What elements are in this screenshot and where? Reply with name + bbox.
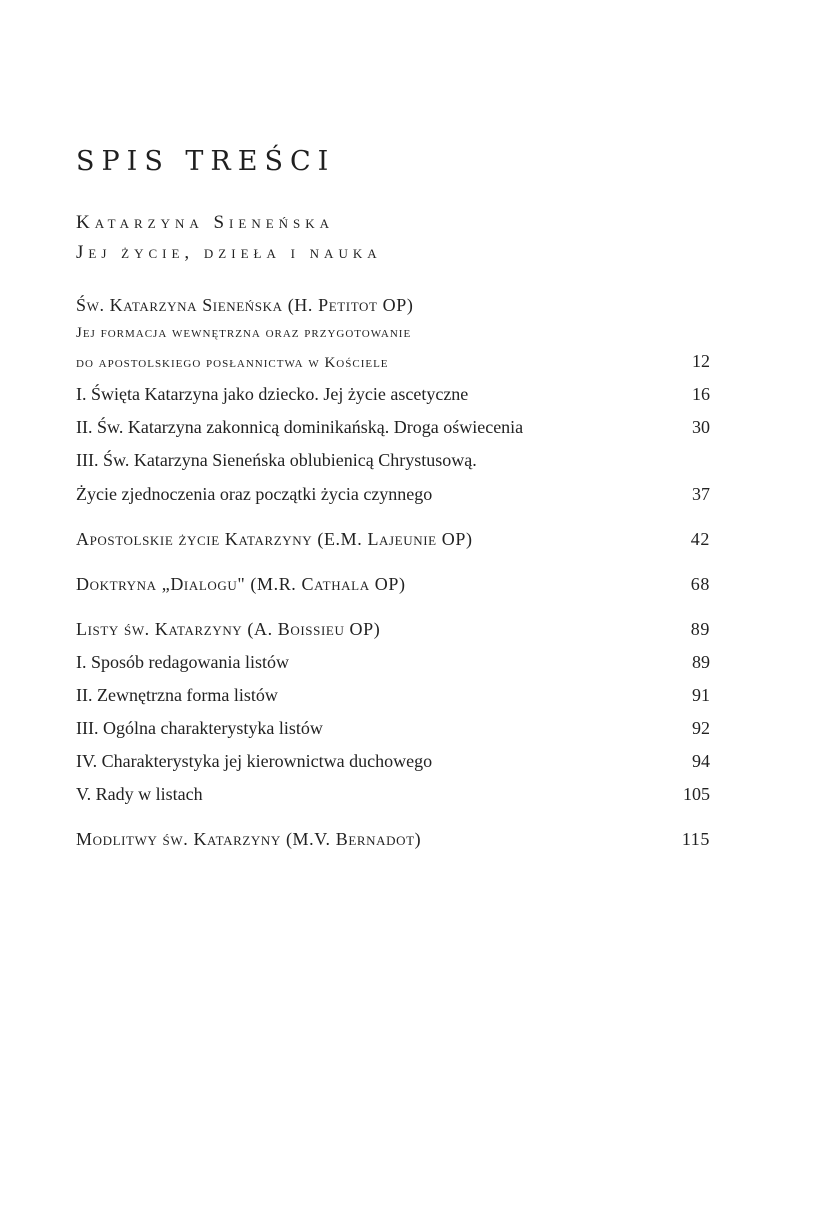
toc-entry: [76, 295, 710, 316]
section-heading-line-2: Jej życie, dzieła i nauka: [76, 242, 382, 263]
toc-entry-text: Listy św. Katarzyny (A. Boissieu OP): [76, 619, 381, 639]
toc-entry: [76, 351, 710, 372]
toc-entry-page: 105: [683, 784, 710, 804]
toc-entry: [76, 751, 710, 772]
toc-entry-text: Życie zjednoczenia oraz początki życia czynnego: [76, 484, 433, 504]
toc-entry-text: III. Św. Katarzyna Sieneńska oblubienicą Chrystusową.: [76, 450, 477, 470]
toc-entry-page: 89: [692, 652, 710, 672]
toc-entry: [76, 652, 710, 673]
toc-entry-text: V. Rady w listach: [76, 784, 203, 804]
toc-entry-page: 115: [681, 829, 710, 849]
toc-entry-text: Jej formacja wewnętrzna oraz przygotowanie: [76, 325, 412, 341]
toc-entry-text: I. Sposób redagowania listów: [76, 652, 289, 672]
toc-entry: [76, 784, 710, 805]
toc-entry: [76, 619, 710, 640]
toc-entry-page: 91: [692, 685, 710, 705]
section-heading-line-1: Katarzyna Sieneńska: [76, 212, 335, 233]
toc-entry-page: 92: [692, 718, 710, 738]
toc-entry-text: II. Św. Katarzyna zakonnicą dominikańską. Droga oświecenia: [76, 417, 524, 437]
toc-entry: [76, 718, 710, 739]
toc-entry: [76, 529, 710, 550]
toc-entry-page: 68: [690, 574, 710, 594]
toc-entry-text: Modlitwy św. Katarzyny (M.V. Bernadot): [76, 829, 422, 849]
toc-entry-text: II. Zewnętrzna forma listów: [76, 685, 278, 705]
toc-entry: [76, 685, 710, 706]
toc-entry-text: IV. Charakterystyka jej kierownictwa duchowego: [76, 751, 433, 771]
page-title: SPIS TREŚCI: [76, 146, 336, 177]
toc-entry: [76, 417, 710, 438]
toc-entry-page: 12: [692, 351, 710, 371]
toc-entry: [76, 574, 710, 595]
toc-entry: [76, 325, 710, 342]
toc-entry-text: I. Święta Katarzyna jako dziecko. Jej życie ascetyczne: [76, 384, 469, 404]
toc-entry-page: 89: [690, 619, 710, 639]
toc-entry-text: Doktryna „Dialogu" (M.R. Cathala OP): [76, 574, 406, 594]
toc-entry: [76, 484, 710, 505]
toc-entry-page: 94: [692, 751, 710, 771]
toc-entry-text: do apostolskiego posłannictwa w Kościele: [76, 355, 389, 371]
toc-entry: [76, 450, 710, 471]
toc-entry: [76, 829, 710, 850]
toc-entry-text: Św. Katarzyna Sieneńska (H. Petitot OP): [76, 295, 414, 315]
toc-entry-text: Apostolskie życie Katarzyny (E.M. Lajeunie OP): [76, 529, 473, 549]
toc-entry-page: 30: [692, 417, 710, 437]
toc-entry-page: 42: [690, 529, 710, 549]
toc-entry: [76, 384, 710, 405]
toc-entry-text: III. Ogólna charakterystyka listów: [76, 718, 323, 738]
section-heading: [76, 208, 382, 268]
toc-entry-page: 16: [692, 384, 710, 404]
toc-entry-page: 37: [692, 484, 710, 504]
